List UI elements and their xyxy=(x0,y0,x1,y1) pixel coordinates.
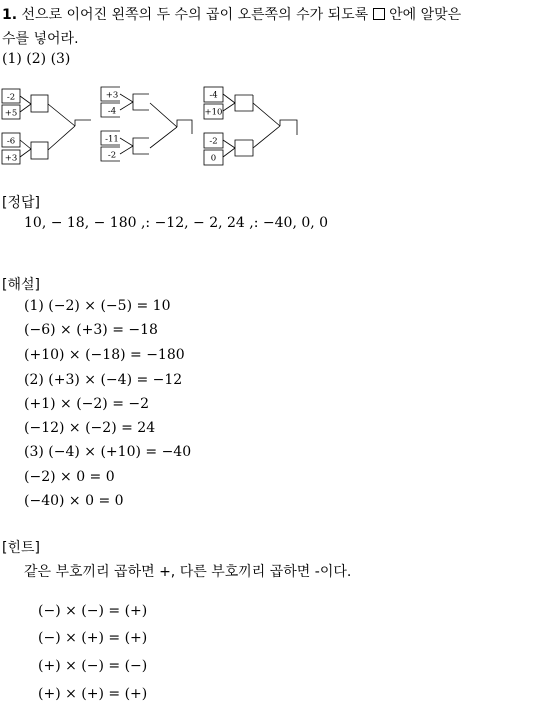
question-text-c: 수를 넣어라. xyxy=(2,31,79,47)
input-value: +10 xyxy=(204,107,223,118)
input-value: -6 xyxy=(6,136,16,147)
answer-blank xyxy=(235,95,253,111)
input-value: +5 xyxy=(4,108,18,119)
input-value: -4 xyxy=(209,90,218,101)
input-value: -4 xyxy=(107,106,117,117)
input-value: -2 xyxy=(107,150,117,161)
explanation-line: (−12) × (−2) = 24 xyxy=(24,420,156,436)
question-text-a: 선으로 이어진 왼쪽의 두 수의 곱이 오른쪽의 수가 되도록 xyxy=(21,7,369,23)
answer-text: 10, − 18, − 180 ,: −12, − 2, 24 ,: −40, 0, 0 xyxy=(24,215,329,231)
answer-blank xyxy=(133,138,149,154)
hint-rule: (+) × (−) = (−) xyxy=(38,658,148,674)
answer-blank xyxy=(133,94,149,110)
blank-box-icon xyxy=(373,8,385,20)
input-value: +3 xyxy=(105,90,119,101)
answer-blank xyxy=(31,142,48,159)
explanation-line: (2) (+3) × (−4) = −12 xyxy=(24,372,183,388)
explanation-heading: [해설] xyxy=(2,277,40,293)
answer-blank xyxy=(280,120,297,135)
hint-text: 같은 부호끼리 곱하면 +, 다른 부호끼리 곱하면 -이다. xyxy=(24,564,352,580)
input-value: -2 xyxy=(209,136,218,147)
input-value: -2 xyxy=(6,92,16,103)
explanation-line: (+1) × (−2) = −2 xyxy=(24,396,150,412)
answer-heading: [정답] xyxy=(2,195,40,211)
question-text-b: 안에 알맞은 xyxy=(389,7,462,23)
hint-rule: (+) × (+) = (+) xyxy=(38,686,148,702)
explanation-line: (1) (−2) × (−5) = 10 xyxy=(24,298,171,314)
answer-blank xyxy=(75,120,91,126)
hint-rule: (−) × (+) = (+) xyxy=(38,630,148,646)
explanation-line: (−2) × 0 = 0 xyxy=(24,469,115,485)
multiplication-tree-diagrams xyxy=(0,82,320,177)
answer-blank xyxy=(177,120,192,134)
hint-rule: (−) × (−) = (+) xyxy=(38,603,148,619)
question-number: 1. xyxy=(2,7,18,23)
answer-blank xyxy=(235,140,253,156)
explanation-line: (+10) × (−18) = −180 xyxy=(24,347,185,363)
question-line-1 xyxy=(2,4,461,24)
hint-heading: [힌트] xyxy=(2,540,40,556)
explanation-line: (−6) × (+3) = −18 xyxy=(24,322,158,338)
diagram-3 xyxy=(204,87,297,165)
input-value: -11 xyxy=(105,134,119,145)
question-parts: (1) (2) (3) xyxy=(2,51,71,67)
answer-blank xyxy=(31,95,48,112)
input-value: +3 xyxy=(4,153,18,164)
input-value: 0 xyxy=(210,153,217,164)
explanation-line: (3) (−4) × (+10) = −40 xyxy=(24,444,192,460)
explanation-line: (−40) × 0 = 0 xyxy=(24,493,124,509)
